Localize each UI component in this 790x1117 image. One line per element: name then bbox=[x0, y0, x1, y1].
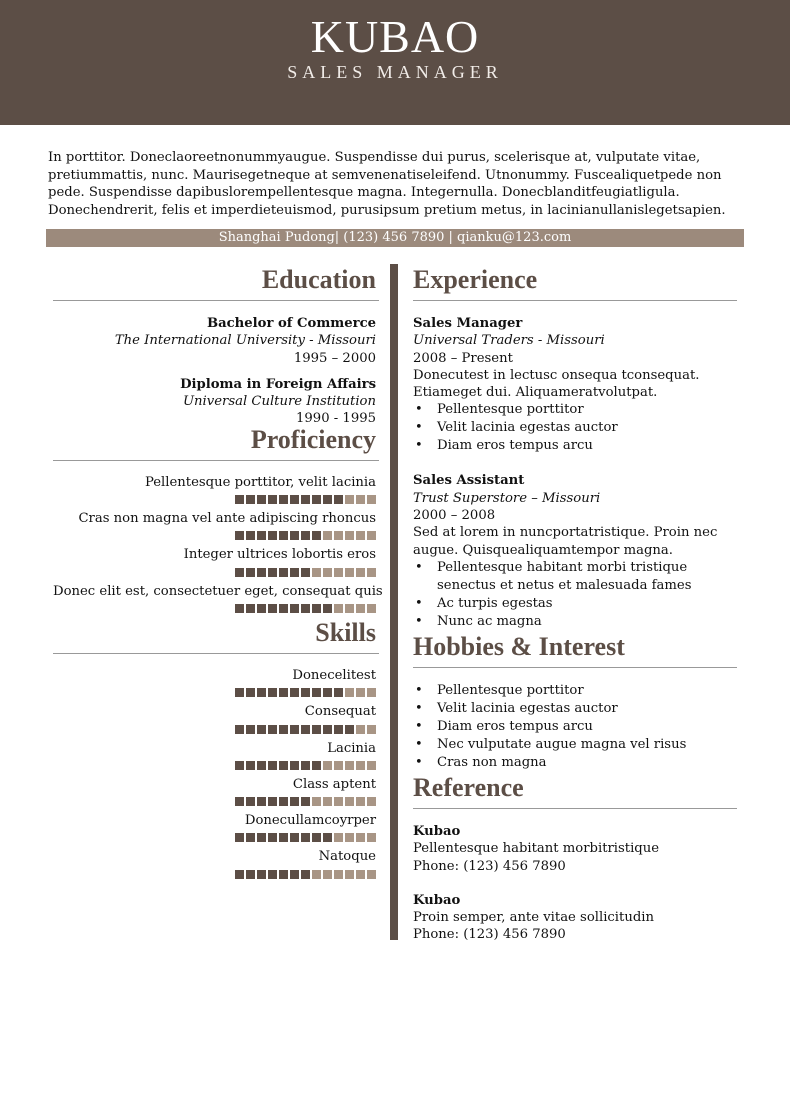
column-divider bbox=[390, 264, 398, 940]
rating-square-filled bbox=[279, 870, 288, 879]
rating-square-empty bbox=[356, 604, 365, 613]
proficiency-label: Cras non magna vel ante adipiscing rhoncus bbox=[78, 511, 376, 527]
rating-square-filled bbox=[235, 495, 244, 504]
rating-square-filled bbox=[268, 688, 277, 697]
rating-square-empty bbox=[356, 797, 365, 806]
rating-square-empty bbox=[345, 870, 354, 879]
proficiency-item bbox=[53, 510, 376, 540]
list-item: • Diam eros tempus arcu bbox=[413, 437, 737, 455]
rating-square-empty bbox=[345, 833, 354, 842]
rating-square-filled bbox=[246, 797, 255, 806]
rating-square-filled bbox=[312, 761, 321, 770]
rating-square-filled bbox=[279, 568, 288, 577]
skill-rating bbox=[53, 833, 376, 842]
rating-square-empty bbox=[345, 688, 354, 697]
years: 1995 – 2000 bbox=[293, 350, 376, 366]
hobbies-heading: Hobbies & Interest bbox=[413, 631, 625, 661]
rating-square-empty bbox=[323, 870, 332, 879]
job-description: Sed at lorem in nuncportatristique. Proin nec augue. Quisquealiquamtempor magna. bbox=[413, 525, 718, 558]
skills-heading: Skills bbox=[315, 617, 376, 647]
reference-phone: Phone: (123) 456 7890 bbox=[413, 858, 566, 874]
skill-label: Donecelitest bbox=[292, 667, 376, 683]
rating-square-filled bbox=[257, 870, 266, 879]
proficiency-rating bbox=[53, 568, 376, 577]
rating-square-filled bbox=[334, 688, 343, 697]
rating-square-empty bbox=[367, 531, 376, 540]
rating-square-filled bbox=[235, 604, 244, 613]
degree: Bachelor of Commerce bbox=[206, 316, 376, 331]
rating-square-filled bbox=[235, 531, 244, 540]
job-entry bbox=[413, 315, 737, 455]
hobbies-list bbox=[413, 682, 737, 772]
rating-square-empty bbox=[345, 604, 354, 613]
rating-square-filled bbox=[235, 833, 244, 842]
rating-square-filled bbox=[279, 531, 288, 540]
rating-square-filled bbox=[257, 833, 266, 842]
rating-square-filled bbox=[268, 531, 277, 540]
rating-square-filled bbox=[268, 604, 277, 613]
rating-square-filled bbox=[301, 870, 310, 879]
rating-square-empty bbox=[334, 604, 343, 613]
list-item: • Nunc ac magna bbox=[413, 613, 737, 631]
rating-square-filled bbox=[290, 604, 299, 613]
rating-square-filled bbox=[246, 604, 255, 613]
proficiency-label: Pellentesque porttitor, velit lacinia bbox=[144, 474, 376, 490]
rating-square-empty bbox=[356, 761, 365, 770]
rating-square-empty bbox=[345, 797, 354, 806]
skills-list bbox=[53, 667, 376, 879]
rating-square-filled bbox=[301, 761, 310, 770]
rating-square-filled bbox=[301, 495, 310, 504]
rating-square-filled bbox=[268, 568, 277, 577]
skill-rating bbox=[53, 761, 376, 770]
rating-square-filled bbox=[279, 797, 288, 806]
rating-square-empty bbox=[334, 797, 343, 806]
reference-entry bbox=[413, 823, 737, 875]
reference-entry bbox=[413, 892, 737, 944]
rating-square-filled bbox=[290, 797, 299, 806]
rating-square-filled bbox=[257, 761, 266, 770]
rating-square-empty bbox=[345, 761, 354, 770]
rating-square-filled bbox=[257, 725, 266, 734]
rating-square-filled bbox=[323, 833, 332, 842]
rating-square-filled bbox=[246, 870, 255, 879]
reference-phone: Phone: (123) 456 7890 bbox=[413, 927, 566, 943]
rating-square-filled bbox=[323, 688, 332, 697]
reference-heading: Reference bbox=[413, 772, 524, 802]
skill-label: Consequat bbox=[304, 704, 376, 720]
rating-square-filled bbox=[257, 604, 266, 613]
rating-square-filled bbox=[323, 725, 332, 734]
rating-square-filled bbox=[301, 833, 310, 842]
list-item: • Velit lacinia egestas auctor bbox=[413, 700, 737, 718]
list-item: • Ac turpis egestas bbox=[413, 595, 737, 613]
skill-rating bbox=[53, 688, 376, 697]
rating-square-filled bbox=[257, 495, 266, 504]
rating-square-empty bbox=[356, 725, 365, 734]
rating-square-empty bbox=[312, 797, 321, 806]
rating-square-empty bbox=[356, 568, 365, 577]
list-item: • Nec vulputate augue magna vel risus bbox=[413, 736, 737, 754]
rating-square-filled bbox=[268, 797, 277, 806]
degree: Diploma in Foreign Affairs bbox=[180, 376, 376, 392]
rating-square-filled bbox=[301, 531, 310, 540]
rating-square-filled bbox=[235, 725, 244, 734]
rating-square-filled bbox=[257, 531, 266, 540]
rating-square-filled bbox=[290, 531, 299, 540]
right-column bbox=[413, 262, 737, 944]
rating-square-empty bbox=[334, 531, 343, 540]
rating-square-filled bbox=[312, 688, 321, 697]
rating-square-filled bbox=[257, 797, 266, 806]
rating-square-filled bbox=[290, 833, 299, 842]
rating-square-filled bbox=[279, 688, 288, 697]
list-item: • Diam eros tempus arcu bbox=[413, 718, 737, 736]
rating-square-filled bbox=[312, 604, 321, 613]
job-years: 2000 – 2008 bbox=[413, 508, 496, 524]
rating-square-empty bbox=[356, 870, 365, 879]
rating-square-filled bbox=[290, 568, 299, 577]
rating-square-empty bbox=[367, 568, 376, 577]
skill-rating bbox=[53, 870, 376, 879]
job-role: Sales Manager bbox=[413, 316, 523, 331]
rating-square-filled bbox=[257, 688, 266, 697]
rating-square-filled bbox=[235, 568, 244, 577]
rating-square-empty bbox=[334, 568, 343, 577]
candidate-title: SALES MANAGER bbox=[287, 62, 503, 82]
skill-label: Natoque bbox=[318, 849, 376, 865]
education-heading: Education bbox=[261, 265, 376, 294]
rating-square-filled bbox=[279, 604, 288, 613]
rating-square-filled bbox=[312, 833, 321, 842]
rating-square-filled bbox=[246, 833, 255, 842]
rating-square-filled bbox=[268, 761, 277, 770]
rating-square-empty bbox=[323, 531, 332, 540]
proficiency-item bbox=[53, 583, 383, 613]
list-item: • Pellentesque habitant morbi tristique senectus et netus et malesuada fames bbox=[413, 559, 737, 595]
proficiency-rating bbox=[53, 531, 376, 540]
skill-item bbox=[53, 740, 376, 770]
school: The International University - Missouri bbox=[114, 333, 376, 349]
reference-desc: Proin semper, ante vitae sollicitudin bbox=[413, 910, 654, 926]
skill-rating bbox=[53, 725, 376, 734]
skill-item bbox=[53, 812, 376, 842]
rating-square-empty bbox=[367, 870, 376, 879]
rating-square-filled bbox=[323, 495, 332, 504]
rating-square-filled bbox=[235, 797, 244, 806]
list-item: • Pellentesque porttitor bbox=[413, 401, 737, 419]
contact-bar: Shanghai Pudong| (123) 456 7890 | qianku@123.com bbox=[46, 229, 744, 247]
rating-square-filled bbox=[257, 568, 266, 577]
years: 1990 - 1995 bbox=[296, 411, 376, 427]
rating-square-empty bbox=[367, 797, 376, 806]
rating-square-filled bbox=[345, 725, 354, 734]
job-bullets bbox=[413, 401, 737, 455]
rating-square-filled bbox=[279, 833, 288, 842]
rating-square-empty bbox=[334, 761, 343, 770]
rating-square-filled bbox=[290, 688, 299, 697]
rating-square-empty bbox=[345, 495, 354, 504]
rating-square-filled bbox=[268, 495, 277, 504]
rating-square-filled bbox=[334, 725, 343, 734]
skill-item bbox=[53, 667, 376, 697]
skill-item bbox=[53, 848, 376, 878]
summary-paragraph: In porttitor. Doneclaoreetnonummyaugue. Suspendisse dui purus, scelerisque at, vulputate vitae, pretiummattis, nunc. Maurisegetneque at semvenenatiseleifend. Utnonummy. Fuscealiquetpede non pede. Suspendisse dapibuslorempellentesque magna. Integernulla. Donecblanditfeugiatligula. Donechendrerit, felis et imperdieteuismod, purusipsum pretium metus, in lacinianullanislegetsapien. bbox=[48, 150, 726, 218]
rating-square-empty bbox=[367, 833, 376, 842]
rating-square-empty bbox=[312, 870, 321, 879]
rating-square-empty bbox=[323, 761, 332, 770]
job-company: Universal Traders - Missouri bbox=[413, 333, 605, 349]
list-item: • Pellentesque porttitor bbox=[413, 682, 737, 700]
rating-square-filled bbox=[246, 725, 255, 734]
job-years: 2008 – Present bbox=[413, 350, 513, 366]
rating-square-filled bbox=[323, 604, 332, 613]
school: Universal Culture Institution bbox=[182, 394, 376, 410]
rating-square-empty bbox=[323, 568, 332, 577]
rating-square-empty bbox=[312, 568, 321, 577]
left-column bbox=[53, 262, 383, 885]
reference-name: Kubao bbox=[413, 892, 461, 908]
experience-heading: Experience bbox=[413, 265, 538, 294]
rating-square-empty bbox=[334, 870, 343, 879]
reference-name: Kubao bbox=[413, 823, 461, 839]
proficiency-rating bbox=[53, 604, 376, 613]
job-entry bbox=[413, 472, 737, 630]
skill-rating bbox=[53, 797, 376, 806]
rating-square-filled bbox=[312, 531, 321, 540]
proficiency-item bbox=[53, 474, 376, 504]
rating-square-filled bbox=[290, 761, 299, 770]
proficiency-item bbox=[53, 546, 376, 576]
job-role: Sales Assistant bbox=[413, 473, 525, 489]
rating-square-filled bbox=[235, 870, 244, 879]
rating-square-filled bbox=[290, 870, 299, 879]
rating-square-empty bbox=[356, 688, 365, 697]
rating-square-empty bbox=[356, 531, 365, 540]
list-item: • Cras non magna bbox=[413, 754, 737, 772]
header-banner bbox=[0, 0, 790, 125]
rating-square-empty bbox=[356, 833, 365, 842]
job-company: Trust Superstore – Missouri bbox=[413, 490, 601, 506]
rating-square-empty bbox=[323, 797, 332, 806]
rating-square-empty bbox=[345, 568, 354, 577]
rating-square-filled bbox=[301, 568, 310, 577]
skill-label: Lacinia bbox=[327, 740, 376, 756]
rating-square-empty bbox=[356, 495, 365, 504]
rating-square-filled bbox=[290, 725, 299, 734]
proficiency-heading: Proficiency bbox=[250, 424, 376, 454]
rating-square-filled bbox=[279, 761, 288, 770]
rating-square-filled bbox=[312, 725, 321, 734]
rating-square-filled bbox=[279, 725, 288, 734]
rating-square-filled bbox=[246, 568, 255, 577]
reference-desc: Pellentesque habitant morbitristique bbox=[413, 841, 660, 857]
rating-square-empty bbox=[367, 495, 376, 504]
skill-item bbox=[53, 703, 376, 733]
rating-square-empty bbox=[367, 688, 376, 697]
proficiency-list bbox=[53, 474, 383, 613]
proficiency-rating bbox=[53, 495, 376, 504]
rating-square-filled bbox=[301, 604, 310, 613]
candidate-name: KUBAO bbox=[310, 11, 480, 62]
job-bullets bbox=[413, 559, 737, 631]
rating-square-filled bbox=[334, 495, 343, 504]
rating-square-filled bbox=[246, 688, 255, 697]
education-entry bbox=[53, 376, 376, 428]
rating-square-filled bbox=[246, 495, 255, 504]
rating-square-filled bbox=[268, 725, 277, 734]
skill-item bbox=[53, 776, 376, 806]
rating-square-filled bbox=[268, 833, 277, 842]
list-item: • Velit lacinia egestas auctor bbox=[413, 419, 737, 437]
rating-square-filled bbox=[246, 531, 255, 540]
proficiency-label: Integer ultrices lobortis eros bbox=[183, 547, 376, 563]
job-description: Donecutest in lectusc onsequa tconsequat. Etiameget dui. Aliquameratvolutpat. bbox=[413, 367, 700, 401]
skill-label: Class aptent bbox=[292, 776, 376, 792]
rating-square-filled bbox=[290, 495, 299, 504]
rating-square-empty bbox=[367, 604, 376, 613]
rating-square-filled bbox=[279, 495, 288, 504]
rating-square-filled bbox=[268, 870, 277, 879]
rating-square-filled bbox=[301, 688, 310, 697]
skill-label: Donecullamcoyrper bbox=[244, 813, 376, 829]
rating-square-filled bbox=[235, 688, 244, 697]
education-entry bbox=[53, 315, 376, 367]
rating-square-empty bbox=[367, 725, 376, 734]
rating-square-empty bbox=[334, 833, 343, 842]
rating-square-filled bbox=[246, 761, 255, 770]
rating-square-filled bbox=[312, 495, 321, 504]
rating-square-empty bbox=[367, 761, 376, 770]
rating-square-filled bbox=[235, 761, 244, 770]
proficiency-label: Donec elit est, consectetuer eget, consequat quis bbox=[53, 583, 383, 599]
rating-square-empty bbox=[345, 531, 354, 540]
rating-square-filled bbox=[301, 725, 310, 734]
rating-square-filled bbox=[301, 797, 310, 806]
